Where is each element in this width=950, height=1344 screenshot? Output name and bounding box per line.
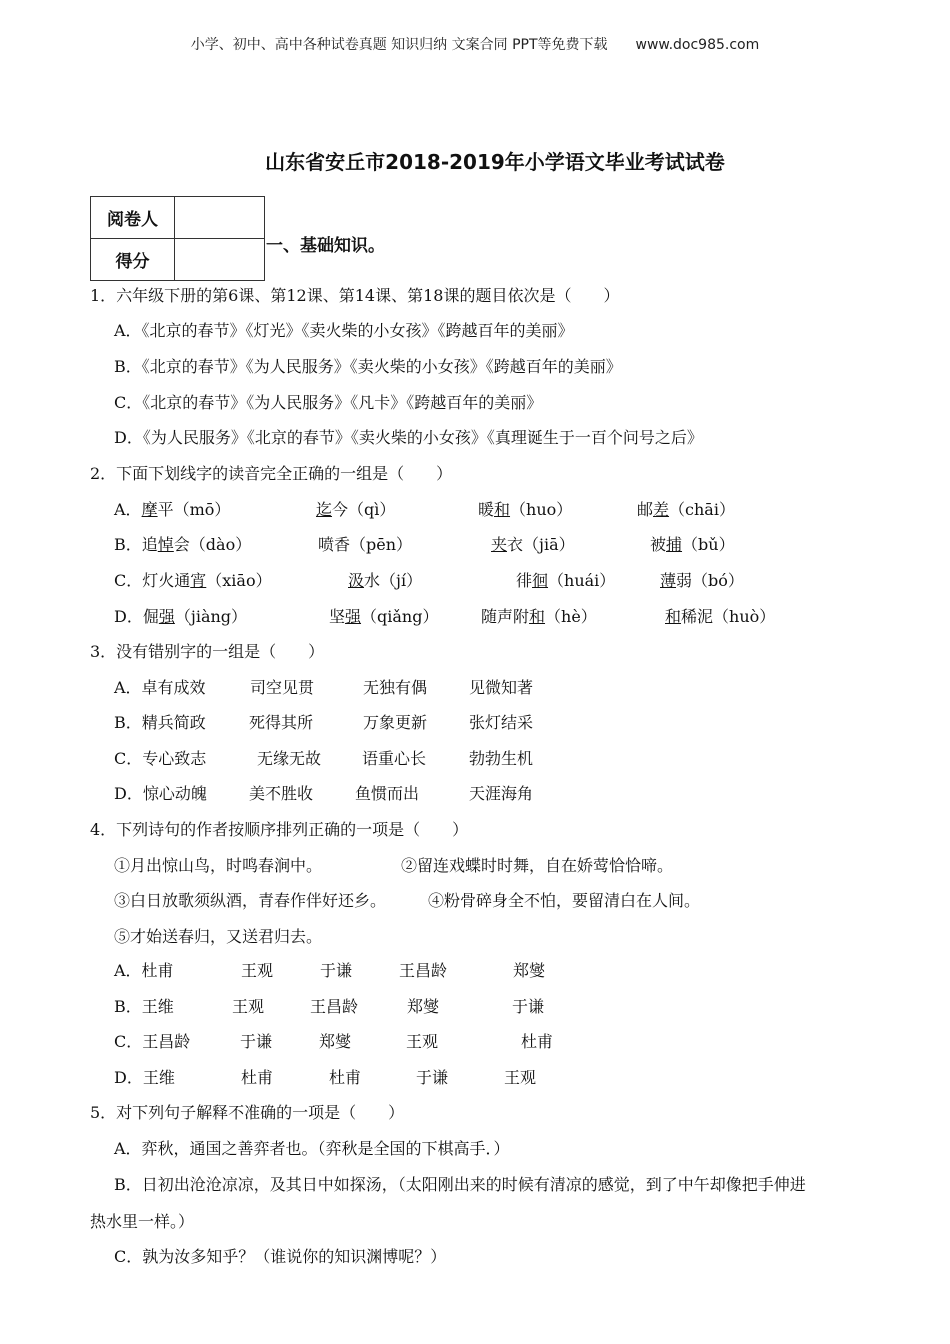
question-4-option-a: A．杜甫 王观 于谦 王昌龄 郑燮: [114, 961, 546, 980]
question-4-option-d: D．王维 杜甫 杜甫 于谦 王观: [114, 1068, 537, 1087]
section-heading: 一、基础知识。: [266, 236, 385, 256]
question-5-option-c: C．孰为汝多知乎？（谁说你的知识渊博呢？）: [114, 1247, 447, 1266]
question-2-stem: 2．下面下划线字的读音完全正确的一组是（ ）: [90, 464, 453, 483]
question-4-stem: 4．下列诗句的作者按顺序排列正确的一项是（ ）: [90, 820, 469, 839]
question-5-option-a: A．弈秋，通国之善弈者也。（弈秋是全国的下棋高手．）: [114, 1139, 510, 1158]
question-1-option-b: B．《北京的春节》《为人民服务》《卖火柴的小女孩》《跨越百年的美丽》: [114, 357, 622, 376]
question-3-option-a: A．卓有成效 司空见贯 无独有偶 见微知著: [114, 678, 534, 697]
question-4-poem-line: ⑤才始送春归，又送君归去。: [114, 927, 323, 946]
question-3-option-d: D．惊心动魄 美不胜收 鱼惯而出 天涯海角: [114, 784, 534, 803]
question-4-option-c: C．王昌龄 于谦 郑燮 王观 杜甫: [114, 1032, 554, 1051]
banner-text: 小学、初中、高中各种试卷真题 知识归纳 文案合同 PPT等免费下载: [190, 37, 608, 53]
question-3-option-c: C．专心致志 无缘无故 语重心长 勃勃生机: [114, 749, 534, 768]
question-4-poem-line: ①月出惊山鸟，时鸣春涧中。 ②留连戏蝶时时舞，自在娇莺恰恰啼。: [114, 856, 674, 875]
site-url[interactable]: www.doc985.com: [635, 37, 760, 53]
score-table: [90, 196, 265, 281]
question-3-stem: 3．没有错别字的一组是（ ）: [90, 642, 325, 661]
score-field[interactable]: [175, 239, 265, 281]
question-5-option-b-continued: 热水里一样。）: [90, 1212, 195, 1231]
question-2-option-d: D．倔强（jiàng） 坚强（qiǎng） 随声附和（hè） 和稀泥（huò）: [114, 607, 776, 626]
question-1-option-c: C．《北京的春节》《为人民服务》《凡卡》《跨越百年的美丽》: [114, 393, 543, 412]
question-2-option-a: A．摩平（mō） 迄今（qì） 暖和（huo） 邮差（chāi）: [114, 500, 735, 519]
page-header-banner: [0, 34, 950, 54]
reviewer-field[interactable]: [175, 197, 265, 239]
question-5-stem: 5．对下列句子解释不准确的一项是（ ）: [90, 1103, 405, 1122]
question-5-option-b: B．日初出沧沧凉凉，及其日中如探汤，（太阳刚出来的时候有清凉的感觉，到了中午却像把手伸进: [114, 1175, 806, 1194]
question-4-option-b: B．王维 王观 王昌龄 郑燮 于谦: [114, 997, 545, 1016]
question-1-stem: 1．六年级下册的第6课、第12课、第14课、第18课的题目依次是（ ）: [90, 286, 620, 305]
question-2-option-b: B．追悼会（dào） 喷香（pēn） 夹衣（jiā） 被捕（bǔ）: [114, 535, 735, 554]
question-1-option-d: D．《为人民服务》《北京的春节》《卖火柴的小女孩》《真理诞生于一百个问号之后》: [114, 428, 703, 447]
reviewer-label: 阅卷人: [91, 197, 175, 239]
question-2-option-c: C．灯火通宵（xiāo） 汲水（jí） 徘徊（huái） 薄弱（bó）: [114, 571, 744, 590]
question-3-option-b: B．精兵简政 死得其所 万象更新 张灯结采: [114, 713, 534, 732]
exam-title: 山东省安丘市2018-2019年小学语文毕业考试试卷: [265, 150, 725, 174]
score-label: 得分: [91, 239, 175, 281]
question-4-poem-line: ③白日放歌须纵酒，青春作伴好还乡。 ④粉骨碎身全不怕，要留清白在人间。: [114, 891, 701, 910]
question-1-option-a: A．《北京的春节》《灯光》《卖火柴的小女孩》《跨越百年的美丽》: [114, 321, 574, 340]
